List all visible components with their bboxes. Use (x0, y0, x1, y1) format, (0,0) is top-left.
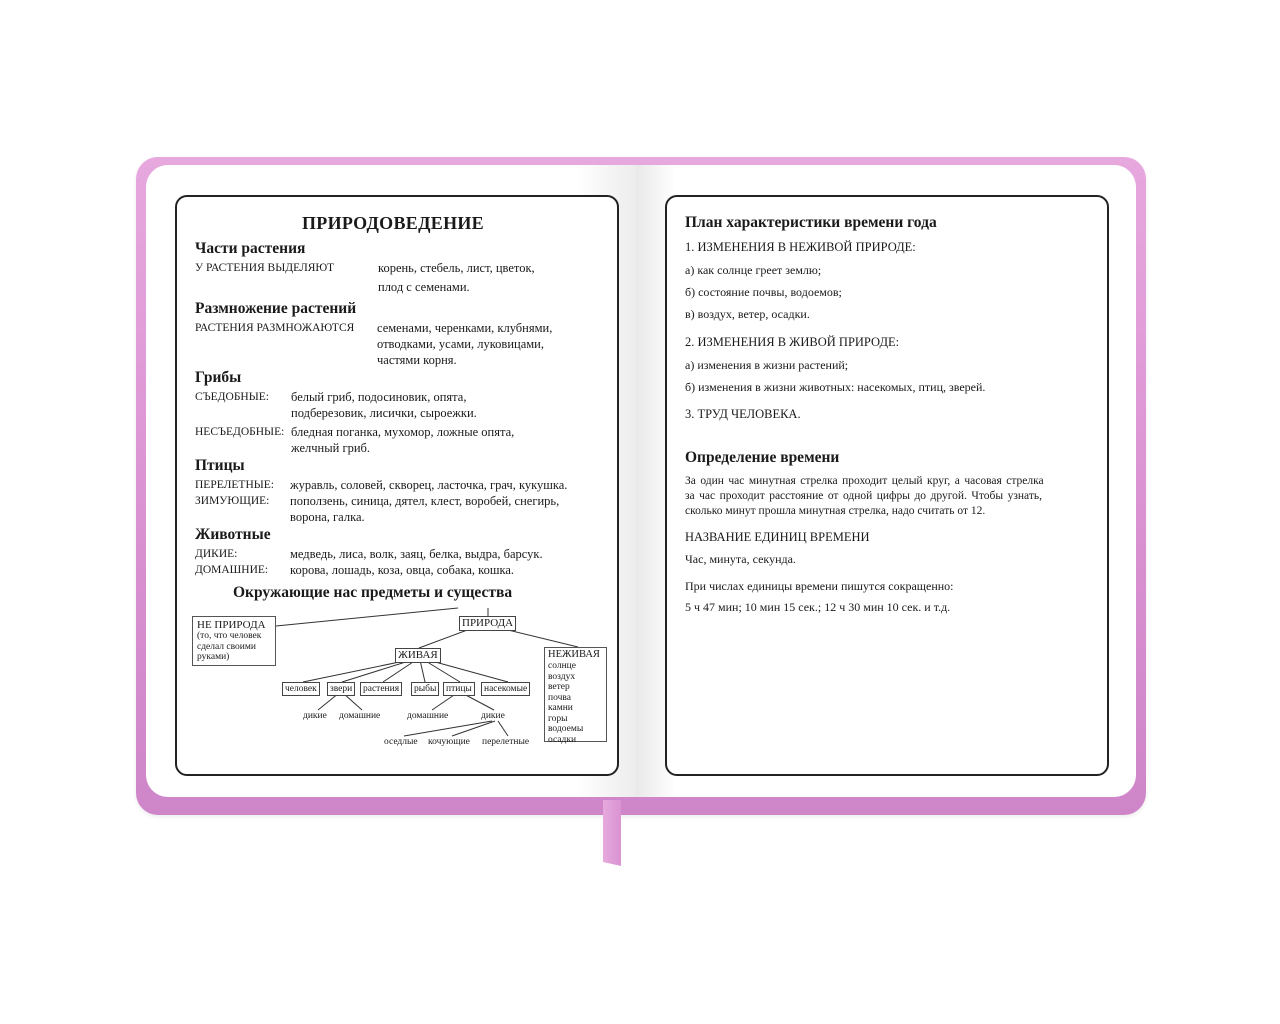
beasts-domestic: домашние (339, 711, 381, 721)
not-nature-title: НЕ ПРИРОДА (197, 619, 266, 631)
parts-line2: плод с семенами. (378, 280, 470, 294)
nonliving-item: солнце (548, 661, 576, 671)
nonliving-item: камни (548, 703, 573, 713)
time-heading: Определение времени (685, 449, 840, 466)
animals-domestic-label: ДОМАШНИЕ: (195, 564, 269, 576)
mushrooms-heading: Грибы (195, 369, 242, 386)
left-page-title: ПРИРОДОВЕДЕНИЕ (302, 213, 484, 233)
animals-wild-label: ДИКИЕ: (195, 548, 238, 560)
not-nature-box (192, 616, 276, 666)
not-nature-line3: руками) (197, 652, 230, 662)
time-para-line3: сколько минут прошла минутная стрелка, надо считать от 12. (685, 505, 986, 517)
nonliving-title: НЕЖИВАЯ (548, 649, 600, 660)
time-abbr-text: При числах единицы времени пишутся сокращенно: (685, 579, 954, 593)
mushrooms-inedible-label: НЕСЪЕДОБНЫЕ: (195, 426, 285, 438)
nonliving-item: осадки (548, 734, 577, 745)
season-plan-item1a: а) как солнце греет землю; (685, 263, 822, 277)
not-nature-line1: (то, что человек (197, 631, 262, 641)
nonliving-box (544, 647, 607, 745)
nonliving-item: водоемы (548, 724, 584, 734)
living-item-human: человек (282, 682, 320, 696)
nonliving-item: ветер (548, 682, 570, 692)
season-plan-item2b: б) изменения в жизни животных: насекомых, птиц, зверей. (685, 380, 986, 394)
time-para-line1: За один час минутная стрелка проходит целый круг, а часовая стрелка (685, 475, 1044, 487)
nonliving-item: воздух (548, 671, 576, 682)
animals-wild-text: медведь, лиса, волк, заяц, белка, выдра, барсук. (290, 547, 543, 561)
reproduction-heading: Размножение растений (195, 300, 357, 317)
living-node: ЖИВАЯ (395, 648, 441, 663)
mushrooms-inedible-line1: бледная поганка, мухомор, ложные опята, (291, 425, 515, 439)
birds-wild: дикие (481, 711, 505, 721)
mushrooms-edible-line2: подберезовик, лисички, сыроежки. (291, 406, 477, 420)
parts-label: У РАСТЕНИЯ ВЫДЕЛЯЮТ (195, 262, 334, 274)
birds-nomadic: кочующие (428, 737, 470, 747)
birds-wintering-line1: поползень, синица, дятел, клест, воробей, снегирь, (290, 494, 560, 508)
animals-domestic-text: корова, лошадь, коза, овца, собака, кошка. (290, 563, 515, 577)
season-plan-item1b: б) состояние почвы, водоемов; (685, 285, 842, 299)
living-item-insects: насекомые (481, 682, 530, 696)
birds-migratory-label: ПЕРЕЛЕТНЫЕ: (195, 479, 275, 491)
parts-line1: корень, стебель, лист, цветок, (378, 261, 535, 275)
birds-migratory: перелетные (482, 737, 530, 747)
diagram-heading: Окружающие нас предметы и существа (233, 584, 513, 601)
season-plan-item1: 1. ИЗМЕНЕНИЯ В НЕЖИВОЙ ПРИРОДЕ: (685, 240, 916, 254)
mushrooms-edible-line1: белый гриб, подосиновик, опята, (291, 390, 467, 404)
birds-sedentary: оседлые (384, 737, 418, 747)
not-nature-line2: сделал своими (197, 641, 256, 652)
birds-wintering-label: ЗИМУЮЩИЕ: (195, 495, 270, 507)
nonliving-item: почва (548, 692, 571, 703)
time-examples: 5 ч 47 мин; 10 мин 15 сек.; 12 ч 30 мин 10 сек. и т.д. (685, 600, 951, 614)
birds-wintering-line2: ворона, галка. (290, 510, 365, 524)
beasts-wild: дикие (303, 711, 327, 721)
birds-heading: Птицы (195, 457, 245, 474)
living-item-birds: птицы (443, 682, 475, 696)
mushrooms-edible-label: СЪЕДОБНЫЕ: (195, 391, 269, 403)
parts-heading: Части растения (195, 240, 306, 257)
season-plan-item3: 3. ТРУД ЧЕЛОВЕКА. (685, 407, 801, 421)
mushrooms-inedible-line2: желчный гриб. (291, 441, 370, 455)
time-units-text: Час, минута, секунда. (685, 552, 796, 566)
reproduction-line3: частями корня. (377, 353, 457, 367)
animals-heading: Животные (195, 526, 271, 543)
season-plan-item1c: в) воздух, ветер, осадки. (685, 307, 810, 321)
reproduction-line1: семенами, черенками, клубнями, (377, 321, 553, 335)
reproduction-line2: отводками, усами, луковицами, (377, 337, 544, 351)
birds-migratory-text: журавль, соловей, скворец, ласточка, грач, кукушка. (290, 478, 568, 492)
nonliving-item: горы (548, 713, 568, 724)
nature-node: ПРИРОДА (459, 616, 516, 631)
season-plan-item2a: а) изменения в жизни растений; (685, 358, 849, 372)
living-item-fish: рыбы (411, 682, 439, 696)
time-units-heading: НАЗВАНИЕ ЕДИНИЦ ВРЕМЕНИ (685, 530, 870, 544)
birds-domestic: домашние (407, 711, 449, 721)
season-plan-item2: 2. ИЗМЕНЕНИЯ В ЖИВОЙ ПРИРОДЕ: (685, 335, 900, 349)
reproduction-label: РАСТЕНИЯ РАЗМНОЖАЮТСЯ (195, 322, 355, 334)
living-item-beasts: звери (327, 682, 355, 696)
living-item-plants: растения (360, 682, 402, 696)
season-plan-heading: План характеристики времени года (685, 214, 937, 231)
time-para-line2: за час проходит расстояние от одной цифры до другой. Чтобы узнать, (685, 490, 1042, 502)
